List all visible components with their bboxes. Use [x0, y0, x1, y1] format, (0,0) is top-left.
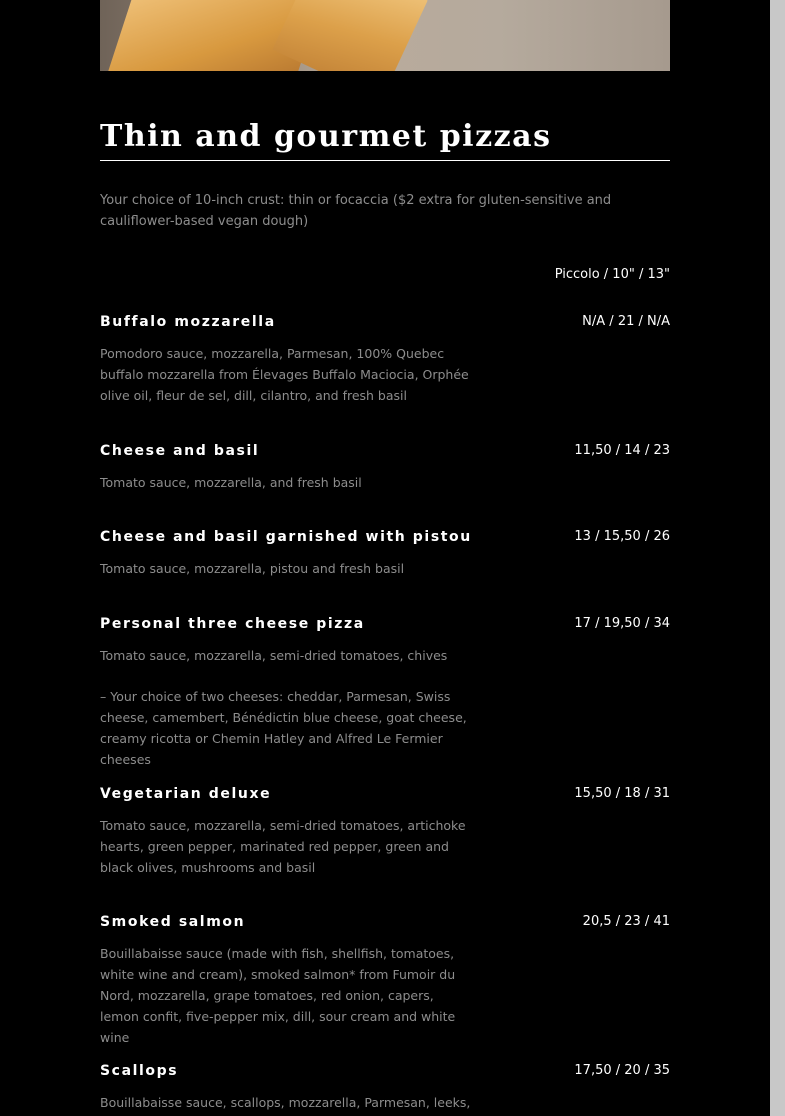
section-intro: Your choice of 10-inch crust: thin or focaccia ($2 extra for gluten-sensitive and cauliflower-based vegan dough)	[100, 193, 612, 229]
title-divider	[100, 160, 670, 161]
size-header: Piccolo / 10" / 13"	[554, 267, 670, 282]
item-name: Scallops	[100, 1063, 179, 1079]
item-name: Cheese and basil garnished with pistou	[100, 529, 472, 545]
section-title: Thin and gourmet pizzas	[100, 119, 552, 154]
item-description: Bouillabaisse sauce, scallops, mozzarella, Parmesan, leeks,	[100, 1095, 471, 1110]
item-description: Tomato sauce, mozzarella, semi-dried tomatoes, chives	[100, 648, 448, 663]
item-description: Tomato sauce, mozzarella, semi-dried tomatoes, artichoke hearts, green pepper, marinated red pepper, green and black olives, mushrooms and basil	[100, 818, 466, 875]
item-price: 15,50 / 18 / 31	[574, 786, 670, 801]
item-name: Vegetarian deluxe	[100, 786, 272, 802]
vertical-scrollbar[interactable]	[770, 0, 785, 1116]
item-name: Personal three cheese pizza	[100, 616, 365, 632]
menu-item	[100, 527, 670, 579]
item-description: Tomato sauce, mozzarella, and fresh basil	[100, 475, 362, 490]
menu-item	[100, 784, 670, 878]
item-description: Tomato sauce, mozzarella, pistou and fresh basil	[100, 561, 405, 576]
item-price: 13 / 15,50 / 26	[574, 529, 670, 544]
item-name: Cheese and basil	[100, 443, 260, 459]
menu-item	[100, 441, 670, 493]
item-name: Buffalo mozzarella	[100, 314, 276, 330]
item-description: Bouillabaisse sauce (made with fish, shellfish, tomatoes, white wine and cream), smoked salmon* from Fumoir du Nord, mozzarella, grape tomatoes, red onion, capers, lemon confit, five-pepper mix, dill, sour cream and white wine	[100, 946, 456, 1045]
scrollbar-thumb[interactable]	[772, 0, 783, 1116]
menu-item	[100, 312, 670, 406]
menu-item	[100, 1061, 670, 1113]
item-price: N/A / 21 / N/A	[582, 314, 670, 329]
item-description-extra: – Your choice of two cheeses: cheddar, Parmesan, Swiss cheese, camembert, Bénédictin blue cheese, goat cheese, creamy ricotta or Chemin Hatley and Alfred Le Fermier cheeses	[100, 689, 467, 767]
item-description: Pomodoro sauce, mozzarella, Parmesan, 100% Quebec buffalo mozzarella from Élevages Buffalo Maciocia, Orphée olive oil, fleur de sel, dill, cilantro, and fresh basil	[100, 346, 469, 403]
menu-item	[100, 614, 670, 770]
item-price: 17 / 19,50 / 34	[574, 616, 670, 631]
menu-item	[100, 912, 670, 1048]
item-price: 20,5 / 23 / 41	[582, 914, 670, 929]
item-price: 17,50 / 20 / 35	[574, 1063, 670, 1078]
hero-image	[100, 0, 670, 71]
item-price: 11,50 / 14 / 23	[574, 443, 670, 458]
focaccia-slice	[272, 0, 427, 71]
item-name: Smoked salmon	[100, 914, 246, 930]
